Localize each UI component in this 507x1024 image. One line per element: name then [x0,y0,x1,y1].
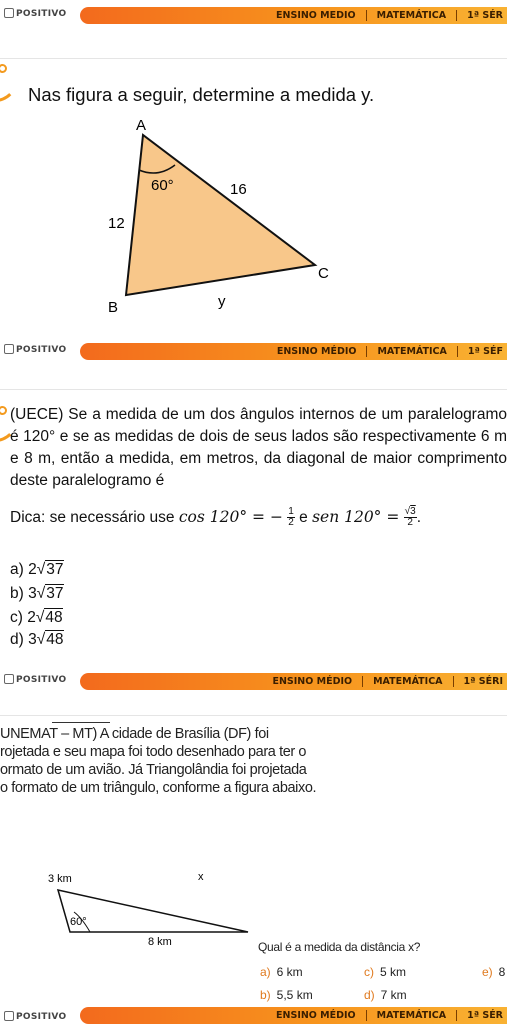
header-grade: 1ª SÉRI [463,676,503,687]
brand-icon [4,8,14,18]
fraction-sqrt3-half: $\frac{√3}{2}$ [404,506,416,529]
side-left-label: 3 km [48,873,72,885]
triangle-figure-1 [0,110,507,330]
question-3-text [0,725,320,797]
header-subject: MATEMÁTICA [377,346,447,357]
side-right-label: x [198,871,204,883]
brand-logo: POSITIVO [4,344,66,355]
divider [0,58,507,59]
header-banner-1 [0,4,507,28]
fraction-one-half: $\frac{1}{2}$ [288,506,294,529]
header-subject: MATEMÁTICA [373,676,443,687]
brand-icon [4,674,14,684]
question-3-line: o formato de um triângulo, conforme a figura abaixo. [0,780,317,796]
question-3-line: rojetada e seu mapa foi todo desenhado para ter o [0,744,307,760]
question-2-text: (UECE) Se a medida de um dos ângulos internos de um paralelogramo é 120° e se as medidas de dois de seus lados são respectivamente 6 m e 8 m, então a medida, em metros, da diagonal de maior comprimento deste paralelogramo é [10,406,507,489]
header-level: ENSINO MÉDIO [276,346,357,357]
header-subject: MATEMÁTICA [376,1010,447,1021]
header-level: ENSINO MÉDIO [272,676,353,687]
header-bar [80,343,507,360]
header-bar [80,7,507,24]
option-d[interactable]: d) 3√48 [10,631,64,648]
brand-icon [4,1011,14,1021]
brand-logo: POSITIVO [4,8,66,19]
option-b[interactable]: b) 5,5 km [260,988,313,1002]
header-banner-2 [0,340,507,364]
overline [52,722,110,723]
header-bar [80,673,507,690]
question-3-prompt: Qual é a medida da distância x? [258,940,421,954]
side-bc-label: y [218,293,226,310]
question-1-text: Nas figura a seguir, determine a medida y. [28,84,375,105]
corner-arc [0,56,18,102]
header-grade: 1ª SÉR [467,10,503,21]
question-2-hint: Dica: se necessário use cos 120° = − $\frac{1}{2}$ e sen 120° = $\frac{√3}{2}$ . [10,506,422,529]
option-c[interactable]: c) 5 km [364,965,407,979]
triangle-abc [126,135,315,295]
side-ab-label: 12 [108,215,125,232]
question-3-line: ormato de um avião. Já Triangolândia foi projetada [0,762,307,778]
option-a[interactable]: a) 2√37 [10,561,64,578]
header-grade: 1ª SÉF [467,346,503,357]
header-banner-3 [0,670,507,694]
question-2 [10,404,507,529]
header-subject: MATEMÁTICA [376,10,447,21]
angle-label: 60° [70,916,87,928]
option-d[interactable]: d) 7 km [364,988,407,1002]
option-c[interactable]: c) 2√48 [10,609,63,626]
brand-logo: POSITIVO [4,1011,66,1022]
option-e[interactable]: e) 8 [482,965,506,979]
option-a[interactable]: a) 6 km [260,965,303,979]
header-bar [80,1007,507,1024]
divider [0,389,507,390]
brand-icon [4,344,14,354]
vertex-c-label: C [318,265,329,282]
header-banner-4 [0,1005,507,1022]
side-ac-label: 16 [230,181,247,198]
divider [0,715,507,716]
brand-logo: POSITIVO [4,674,66,685]
triangle-figure-3 [30,830,310,948]
header-level: ENSINO MEDIO [276,10,356,21]
vertex-b-label: B [108,299,119,316]
angle-label: 60° [151,177,174,194]
header-grade: 1ª SÉR [467,1010,503,1021]
side-bottom-label: 8 km [148,936,172,948]
question-3-line: UNEMAT – MT) A cidade de Brasília (DF) foi [0,726,269,742]
vertex-a-label: A [136,117,147,134]
header-level: ENSINO MÉDIO [276,1010,356,1021]
option-b[interactable]: b) 3√37 [10,585,64,602]
